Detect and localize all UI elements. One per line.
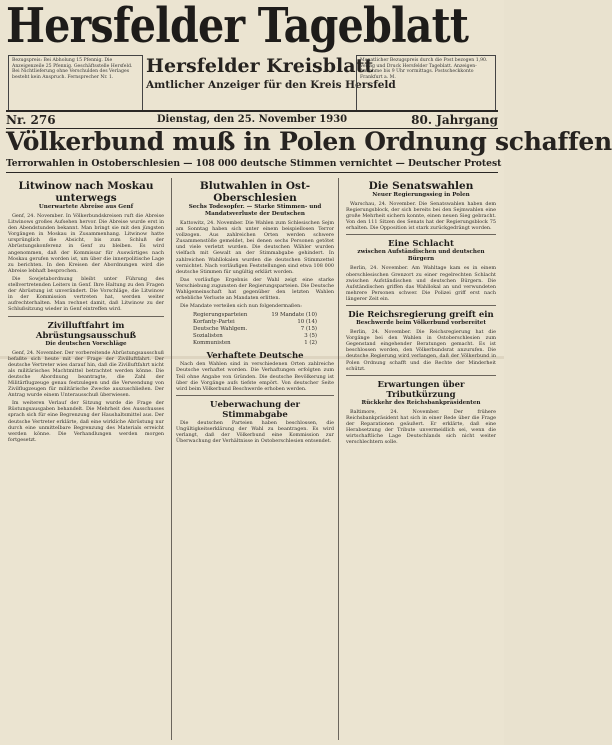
article-subheading: Neuer Regierungssieg in Polen [372,192,470,198]
article-paragraph: Genf, 24. November. Der vorbereitende Abrüstungsausschuß befaßte sich heute mit der Frage der Zivilluftfahrt. Der deutsche Vertreter wies darauf hin, daß die Zivilluftfahrt nicht als militärisches Machtmittel betrachtet werden könne. Die deutsche Abordnung beantragte, die Zahl der Militärflugzeuge genau festzulegen und die Verwendung von Zivilflugzeugen für militärische Zwecke auszuschließen. Der Antrag wurde einem Unterausschuß überwiesen. [8,349,164,399]
article-paragraph: Warschau, 24. November. Die Senatswahlen haben dem Regierungsblock, der sich bereits bei den Sejmwahlen eine große Mehrheit sichern konnte, einen neuen Sieg gebracht. Von den 111 Sitzen des Senats hat der Regierungsblock 75 erhalten. Die Opposition ist stark zurückgedrängt worden. [346,201,496,232]
subheader [8,55,496,111]
table-caption: Die Mandate verteilen sich nun folgendermaßen: [180,303,302,310]
article-paragraph: Das vorläufige Ergebnis der Wahl zeigt eine starke Verschiebung zugunsten der Regierungsparteien. Die Deutsche Wahlgemeinschaft hat gegenüber den letzten Wahlen erhebliche Verluste an Mandaten erlitten. [176,276,334,302]
sub-headline: Terrorwahlen in Ostoberschlesien — 108 000 deutsche Stimmen vernichtet — Deutscher Protest [6,158,498,173]
article-paragraph: Berlin, 24. November. Die Reichsregierung hat die Vorgänge bei den Wahlen in Ostoberschlesien zum Gegenstand eingehender Beratungen gemacht. Es ist beschlossen worden, den Völkerbundsrat anzurufen. Die deutsche Regierung wird verlangen, daß der Völkerbund in Polen Ordnung schafft und die Rechte der Minderheit schützt. [346,329,496,372]
article-subheading: Unerwartete Abreise aus Genf [38,204,134,210]
article-paragraph: Die Sowjetabordnung bleibt unter Führung des stellvertretenden Leiters in Genf. Ihre Haltung zu den Fragen der Abrüstung ist unverändert. Die Vorschläge, die Litwinow in der Kommission vertreten hat, werden weiter aufrechterhalten. Man rechnet damit, daß Litwinow zu der Schlußsitzung wieder in Genf eintreffen wird. [8,275,164,313]
article-subheading: Rückkehr des Reichsbankpräsidenten [361,399,481,406]
table-row: Kommunisten 1 (2) [193,340,317,347]
table-row: Deutsche Wahlgem. 7 (15) [193,326,317,333]
article-heading: Verhaftete Deutsche [206,351,304,362]
article-paragraph: Die deutschen Parteien haben beschlossen, die Ungültigkeitserklärung der Wahl zu beantragen. Es wird verlangt, daß der Völkerbund eine Kommission zur Überwachung der Verhältnisse in Ostoberschlesien entsendet. [176,419,334,445]
kreisblatt-subtitle: Amtlicher Anzeiger für den Kreis Hersfeld [146,79,396,91]
masthead-title: Hersfelder Tageblatt [6,0,469,54]
mandate-table [191,312,319,347]
article-subheading: Die deutschen Vorschläge [45,340,127,347]
divider [8,316,164,317]
divider [346,305,496,306]
divider [346,234,496,235]
article-subheading: zwischen Aufständischen und deutschen Bürgern [357,249,485,263]
paper-fold [0,356,504,359]
table-row: Sozialisten 3 (5) [193,333,317,340]
article-paragraph: Im weiteren Verlauf der Sitzung wurde die Frage der Rüstungsausgaben behandelt. Die Mehrheit des Ausschusses sprach sich für eine Begrenzung der Haushaltsmittel aus. Der deutsche Vertreter erklärte, daß eine wirkliche Abrüstung nur durch eine unmittelbare Begrenzung des Materials erreicht werden könne. Die Verhandlungen werden morgen fortgesetzt. [8,400,164,443]
article-paragraph: Genf, 24. November. In Völkerbundskreisen ruft die Abreise Litwinows großes Aufsehen hervor. Die Abreise wurde erst in den Abendstunden bekannt. Man bringt sie mit den jüngsten Vorgängen in Moskau in Zusammenhang. Litwinow hatte ursprünglich die Absicht, bis zum Schluß der Abrüstungskonferenz in Genf zu bleiben. Es wird angenommen, daß der Kommissar für Auswärtiges nach Moskau gerufen worden ist, um über die innerpolitische Lage zu berichten. In den Kreisen der Abordnungen wird die Abreise lebhaft besprochen. [8,213,164,274]
issue-date: Dienstag, den 25. November 1930 [156,114,348,125]
issue-year: 80. Jahrgang [411,113,498,127]
article-heading: Die Reichsregierung greift ein [348,310,494,321]
article-paragraph: Berlin, 24. November. Am Wahltage kam es in einem oberschlesischen Grenzort zu einer regelrechten Schlacht zwischen Aufständischen und deutschen Bürgern. Die Aufständischen griffen das Wahllokal an und verwundeten mehrere Personen schwer. Die Polizei griff erst nach längerer Zeit ein. [346,265,496,302]
divider [176,395,334,396]
right-info-box: Monatlicher Bezugspreis durch die Post bezogen 1,90. Verlag und Druck Hersfelder Tageblatt. Anzeigen-Annahme bis 9 Uhr vormittags. Postscheckkonto Frankfurt a. M. [356,55,496,111]
kreisblatt-block [146,55,396,93]
article-paragraph: Baltimore, 24. November. Der frühere Reichsbankpräsident hat sich in einer Rede über die Frage der Reparationen geäußert. Er erklärte, daß eine Herabsetzung der Tribute unvermeidlich sei, wenn die wirtschaftliche Lage Deutschlands sich nicht weiter verschlechtern solle. [346,408,496,446]
divider [346,375,496,376]
article-heading: Erwartungen über Tributkürzung [377,379,465,400]
column-right [346,178,496,740]
table-row: Korfanty-Partei 10 (14) [193,319,317,326]
kreisblatt-name: Hersfelder Kreisblatt [146,55,374,77]
article-paragraph: Kattowitz, 24. November. Die Wahlen zum Schlesischen Sejm am Sonntag haben sich unter einem beispiellosen Terror vollzogen. Aus zahlreichen Orten werden schwere Zusammenstöße gemeldet, bei denen sechs Personen getötet und viele verletzt wurden. Die deutschen Wähler wurden vielfach mit Gewalt an der Stimmabgabe gehindert. In zahlreichen Wahllokalen wurden die deutschen Stimmzettel vernichtet. Nach vorläufigen Feststellungen sind etwa 108 000 deutsche Stimmen für ungültig erklärt worden. [176,220,334,275]
left-info-box: Bezugspreis: Bei Abholung 15 Pfennig. Die Anzeigenzeile 25 Pfennig. Geschäftsstelle Hersfeld. Bei Nichtlieferung ohne Verschulden des Verlages besteht kein Anspruch. Fernsprecher Nr. 1. [8,55,143,111]
table-row: Regierungsparteien 19 Mandate (10) [193,312,317,319]
article-heading: Zivilluftfahrt im Abrüstungsausschuß [35,320,137,341]
article-heading: Ueberwachung der Stimmabgabe [210,399,300,420]
issue-number: Nr. 276 [6,113,56,127]
column-middle [171,178,339,740]
article-heading: Blutwahlen in Ost-Oberschlesien [199,180,311,204]
article-subheading: Beschwerde beim Völkerbund vorbereitet [356,320,486,327]
article-heading: Die Senatswahlen [368,180,474,192]
article-heading: Litwinow nach Moskau unterwegs [18,180,154,204]
article-subheading: Sechs Todesopfer. — Starke Stimmen- und Mandatsverluste der Deutschen [188,204,322,217]
article-paragraph: Nach den Wahlen sind in verschiedenen Orten zahlreiche Deutsche verhaftet worden. Die Verhaftungen erfolgten zum Teil ohne Angabe von Gründen. Die deutsche Bevölkerung ist über die Vorgänge aufs tiefste empört. Von deutscher Seite wird beim Völkerbund Beschwerde erhoben werden. [176,361,334,392]
article-heading: Eine Schlacht [388,239,454,250]
main-headline: Völkerbund muß in Polen Ordnung schaffen [6,127,612,156]
column-left [8,178,164,740]
